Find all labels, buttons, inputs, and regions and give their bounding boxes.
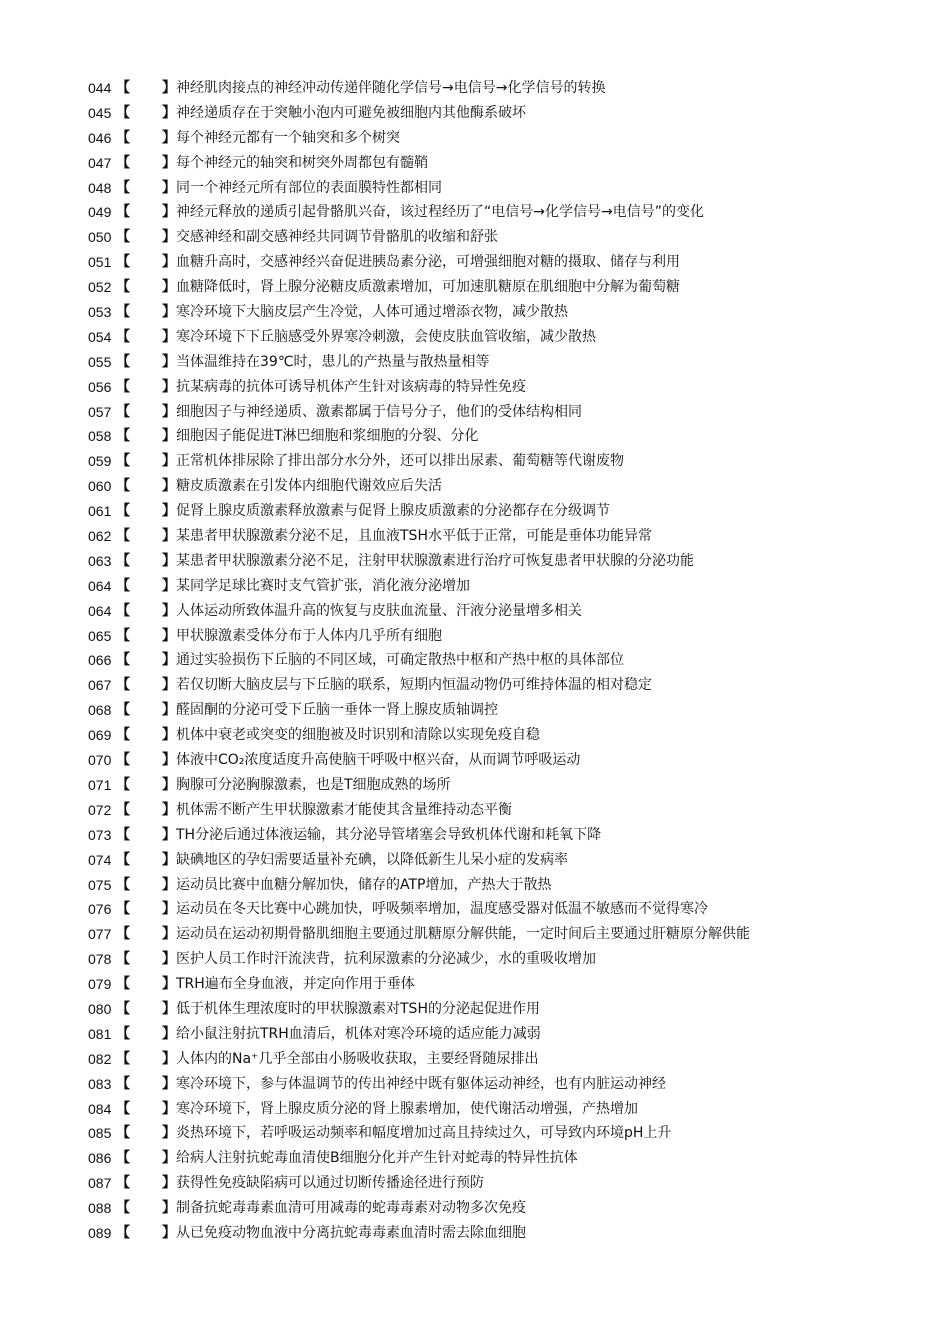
answer-bracket-close: 】 xyxy=(162,1175,176,1192)
answer-bracket-open: 【 xyxy=(116,179,130,196)
question-item xyxy=(88,325,908,350)
question-statement: 获得性免疫缺陷病可以通过切断传播途径进行预防 xyxy=(176,1175,484,1192)
question-number: 063 xyxy=(88,552,112,569)
question-item xyxy=(88,375,908,400)
question-statement: 细胞因子与神经递质、激素都属于信号分子，他们的受体结构相同 xyxy=(176,403,582,420)
question-statement: 同一个神经元所有部位的表面膜特性都相同 xyxy=(176,179,442,196)
question-statement: 制备抗蛇毒毒素血清可用减毒的蛇毒毒素对动物多次免疫 xyxy=(176,1200,526,1217)
question-number: 078 xyxy=(88,951,112,968)
question-statement: 机体需不断产生甲状腺激素才能使其含量维持动态平衡 xyxy=(176,801,512,818)
answer-bracket-close: 】 xyxy=(162,1000,176,1017)
answer-bracket-open: 【 xyxy=(116,279,130,296)
answer-bracket-open: 【 xyxy=(116,776,130,793)
answer-bracket-open: 【 xyxy=(116,801,130,818)
question-number: 053 xyxy=(88,304,112,321)
answer-bracket-close: 】 xyxy=(162,851,176,868)
answer-bracket-close: 】 xyxy=(162,528,176,545)
question-item xyxy=(88,225,908,250)
question-number: 051 xyxy=(88,254,112,271)
question-number: 045 xyxy=(88,104,112,121)
answer-bracket-open: 【 xyxy=(116,353,130,370)
question-number: 084 xyxy=(88,1100,112,1117)
answer-bracket-close: 】 xyxy=(162,378,176,395)
question-item xyxy=(88,897,908,922)
question-item xyxy=(88,1221,908,1246)
question-statement: 每个神经元都有一个轴突和多个树突 xyxy=(176,129,400,146)
answer-bracket-close: 】 xyxy=(162,453,176,470)
answer-bracket-open: 【 xyxy=(116,652,130,669)
question-statement: 寒冷环境下大脑皮层产生冷觉，人体可通过增添衣物，减少散热 xyxy=(176,304,568,321)
question-item xyxy=(88,972,908,997)
answer-bracket-close: 】 xyxy=(162,627,176,644)
question-item xyxy=(88,300,908,325)
question-item xyxy=(88,1072,908,1097)
question-item xyxy=(88,499,908,524)
answer-bracket-open: 【 xyxy=(116,528,130,545)
question-number: 088 xyxy=(88,1200,112,1217)
question-number: 055 xyxy=(88,353,112,370)
question-item xyxy=(88,698,908,723)
question-statement: 缺碘地区的孕妇需要适量补充碘，以降低新生儿呆小症的发病率 xyxy=(176,851,568,868)
question-number: 048 xyxy=(88,179,112,196)
question-statement: 每个神经元的轴突和树突外周都包有髓鞘 xyxy=(176,154,428,171)
question-item xyxy=(88,400,908,425)
answer-bracket-open: 【 xyxy=(116,727,130,744)
question-item xyxy=(88,1022,908,1047)
question-statement: 低于机体生理浓度时的甲状腺激素对TSH的分泌起促进作用 xyxy=(176,1000,540,1017)
answer-bracket-open: 【 xyxy=(116,1224,130,1241)
answer-bracket-close: 】 xyxy=(162,503,176,520)
answer-bracket-open: 【 xyxy=(116,951,130,968)
answer-bracket-close: 】 xyxy=(162,876,176,893)
question-item xyxy=(88,1121,908,1146)
question-item xyxy=(88,773,908,798)
answer-bracket-open: 【 xyxy=(116,976,130,993)
question-statement: 医护人员工作时汗流浃背，抗利尿激素的分泌减少，水的重吸收增加 xyxy=(176,951,596,968)
answer-bracket-open: 【 xyxy=(116,627,130,644)
answer-bracket-close: 】 xyxy=(162,129,176,146)
answer-bracket-close: 】 xyxy=(162,403,176,420)
question-item xyxy=(88,101,908,126)
question-number: 064 xyxy=(88,577,112,594)
question-item xyxy=(88,524,908,549)
answer-bracket-close: 】 xyxy=(162,1150,176,1167)
question-number: 076 xyxy=(88,901,112,918)
question-statement: 甲状腺激素受体分布于人体内几乎所有细胞 xyxy=(176,627,442,644)
answer-bracket-close: 】 xyxy=(162,279,176,296)
answer-bracket-open: 【 xyxy=(116,1175,130,1192)
question-item xyxy=(88,1146,908,1171)
answer-bracket-close: 】 xyxy=(162,801,176,818)
question-item xyxy=(88,1171,908,1196)
answer-bracket-close: 】 xyxy=(162,154,176,171)
answer-bracket-open: 【 xyxy=(116,403,130,420)
question-number: 046 xyxy=(88,129,112,146)
answer-bracket-open: 【 xyxy=(116,851,130,868)
question-item xyxy=(88,673,908,698)
answer-bracket-open: 【 xyxy=(116,453,130,470)
question-statement: 给小鼠注射抗TRH血清后，机体对寒冷环境的适应能力减弱 xyxy=(176,1025,541,1042)
answer-bracket-open: 【 xyxy=(116,1075,130,1092)
question-statement: 人体运动所致体温升高的恢复与皮肤血流量、汗液分泌量增多相关 xyxy=(176,602,582,619)
question-item xyxy=(88,1047,908,1072)
question-item xyxy=(88,76,908,101)
question-number: 086 xyxy=(88,1150,112,1167)
answer-bracket-open: 【 xyxy=(116,503,130,520)
question-item xyxy=(88,350,908,375)
question-statement: 交感神经和副交感神经共同调节骨骼肌的收缩和舒张 xyxy=(176,229,498,246)
question-statement: 抗某病毒的抗体可诱导机体产生针对该病毒的特异性免疫 xyxy=(176,378,526,395)
question-number: 066 xyxy=(88,652,112,669)
question-statement: 神经递质存在于突触小泡内可避免被细胞内其他酶系破坏 xyxy=(176,104,526,121)
answer-bracket-close: 】 xyxy=(162,204,176,221)
answer-bracket-open: 【 xyxy=(116,378,130,395)
answer-bracket-close: 】 xyxy=(162,727,176,744)
question-number: 070 xyxy=(88,752,112,769)
question-item xyxy=(88,200,908,225)
question-number: 072 xyxy=(88,801,112,818)
question-statement: 运动员比赛中血糖分解加快，储存的ATP增加，产热大于散热 xyxy=(176,876,552,893)
question-item xyxy=(88,922,908,947)
question-statement: 某患者甲状腺激素分泌不足，且血液TSH水平低于正常，可能是垂体功能异常 xyxy=(176,528,652,545)
true-false-question-list xyxy=(88,76,908,1246)
answer-bracket-open: 【 xyxy=(116,677,130,694)
question-statement: 当体温维持在39℃时，患儿的产热量与散热量相等 xyxy=(176,353,490,370)
answer-bracket-open: 【 xyxy=(116,478,130,495)
question-number: 077 xyxy=(88,926,112,943)
question-number: 060 xyxy=(88,478,112,495)
question-number: 050 xyxy=(88,229,112,246)
question-item xyxy=(88,947,908,972)
question-statement: 正常机体排尿除了排出部分水分外，还可以排出尿素、葡萄糖等代谢废物 xyxy=(176,453,624,470)
question-item xyxy=(88,798,908,823)
answer-bracket-close: 】 xyxy=(162,552,176,569)
question-item xyxy=(88,424,908,449)
question-statement: 机体中衰老或突变的细胞被及时识别和清除以实现免疫自稳 xyxy=(176,727,540,744)
answer-bracket-close: 】 xyxy=(162,752,176,769)
answer-bracket-open: 【 xyxy=(116,702,130,719)
question-statement: 寒冷环境下，肾上腺皮质分泌的肾上腺素增加，使代谢活动增强，产热增加 xyxy=(176,1100,638,1117)
answer-bracket-close: 】 xyxy=(162,229,176,246)
question-number: 049 xyxy=(88,204,112,221)
question-number: 052 xyxy=(88,279,112,296)
answer-bracket-close: 】 xyxy=(162,1224,176,1241)
answer-bracket-open: 【 xyxy=(116,129,130,146)
question-item xyxy=(88,549,908,574)
question-number: 075 xyxy=(88,876,112,893)
answer-bracket-open: 【 xyxy=(116,876,130,893)
answer-bracket-open: 【 xyxy=(116,428,130,445)
answer-bracket-open: 【 xyxy=(116,1000,130,1017)
question-statement: 运动员在运动初期骨骼肌细胞主要通过肌糖原分解供能，一定时间后主要通过肝糖原分解供能 xyxy=(176,926,750,943)
answer-bracket-close: 】 xyxy=(162,1025,176,1042)
question-statement: 从已免疫动物血液中分离抗蛇毒毒素血清时需去除血细胞 xyxy=(176,1224,526,1241)
question-number: 047 xyxy=(88,154,112,171)
question-item xyxy=(88,1097,908,1122)
answer-bracket-close: 】 xyxy=(162,428,176,445)
question-number: 064 xyxy=(88,602,112,619)
question-statement: 若仅切断大脑皮层与下丘脑的联系，短期内恒温动物仍可维持体温的相对稳定 xyxy=(176,677,652,694)
answer-bracket-close: 】 xyxy=(162,677,176,694)
question-item xyxy=(88,823,908,848)
answer-bracket-close: 】 xyxy=(162,926,176,943)
answer-bracket-close: 】 xyxy=(162,80,176,96)
question-item xyxy=(88,1196,908,1221)
question-number: 061 xyxy=(88,503,112,520)
question-statement: TRH遍布全身血液，并定向作用于垂体 xyxy=(176,976,415,993)
question-statement: 通过实验损伤下丘脑的不同区域，可确定散热中枢和产热中枢的具体部位 xyxy=(176,652,624,669)
answer-bracket-close: 】 xyxy=(162,901,176,918)
answer-bracket-close: 】 xyxy=(162,577,176,594)
question-item xyxy=(88,873,908,898)
question-item xyxy=(88,848,908,873)
answer-bracket-open: 【 xyxy=(116,104,130,121)
question-statement: 寒冷环境下，参与体温调节的传出神经中既有躯体运动神经，也有内脏运动神经 xyxy=(176,1075,666,1092)
question-statement: 某同学足球比赛时支气管扩张，消化液分泌增加 xyxy=(176,577,470,594)
answer-bracket-open: 【 xyxy=(116,577,130,594)
question-number: 059 xyxy=(88,453,112,470)
answer-bracket-open: 【 xyxy=(116,1200,130,1217)
answer-bracket-open: 【 xyxy=(116,304,130,321)
answer-bracket-close: 】 xyxy=(162,776,176,793)
question-item xyxy=(88,599,908,624)
answer-bracket-close: 】 xyxy=(162,602,176,619)
question-statement: 给病人注射抗蛇毒血清使B细胞分化并产生针对蛇毒的特异性抗体 xyxy=(176,1150,578,1167)
question-statement: 某患者甲状腺激素分泌不足，注射甲状腺激素进行治疗可恢复患者甲状腺的分泌功能 xyxy=(176,552,694,569)
question-number: 044 xyxy=(88,80,112,96)
question-number: 087 xyxy=(88,1175,112,1192)
question-number: 056 xyxy=(88,378,112,395)
answer-bracket-close: 】 xyxy=(162,254,176,271)
question-item xyxy=(88,474,908,499)
question-number: 057 xyxy=(88,403,112,420)
question-item xyxy=(88,449,908,474)
answer-bracket-close: 】 xyxy=(162,328,176,345)
answer-bracket-open: 【 xyxy=(116,1050,130,1067)
answer-bracket-open: 【 xyxy=(116,204,130,221)
answer-bracket-close: 】 xyxy=(162,1125,176,1142)
question-number: 081 xyxy=(88,1025,112,1042)
answer-bracket-open: 【 xyxy=(116,254,130,271)
question-statement: 血糖降低时，肾上腺分泌糖皮质激素增加，可加速肌糖原在肌细胞中分解为葡萄糖 xyxy=(176,279,680,296)
question-number: 080 xyxy=(88,1000,112,1017)
question-statement: 胸腺可分泌胸腺激素，也是T细胞成熟的场所 xyxy=(176,776,451,793)
answer-bracket-close: 】 xyxy=(162,1075,176,1092)
question-item xyxy=(88,151,908,176)
answer-bracket-open: 【 xyxy=(116,80,130,96)
question-statement: 人体内的Na⁺几乎全部由小肠吸收获取，主要经肾随尿排出 xyxy=(176,1050,539,1067)
question-number: 065 xyxy=(88,627,112,644)
answer-bracket-open: 【 xyxy=(116,926,130,943)
answer-bracket-open: 【 xyxy=(116,328,130,345)
question-number: 067 xyxy=(88,677,112,694)
question-number: 082 xyxy=(88,1050,112,1067)
answer-bracket-close: 】 xyxy=(162,1200,176,1217)
answer-bracket-close: 】 xyxy=(162,179,176,196)
question-number: 071 xyxy=(88,776,112,793)
answer-bracket-open: 【 xyxy=(116,1125,130,1142)
question-number: 085 xyxy=(88,1125,112,1142)
answer-bracket-open: 【 xyxy=(116,1025,130,1042)
question-statement: 糖皮质激素在引发体内细胞代谢效应后失活 xyxy=(176,478,442,495)
question-statement: 促肾上腺皮质激素释放激素与促肾上腺皮质激素的分泌都存在分级调节 xyxy=(176,503,610,520)
question-number: 089 xyxy=(88,1224,112,1241)
answer-bracket-close: 】 xyxy=(162,702,176,719)
answer-bracket-open: 【 xyxy=(116,901,130,918)
question-statement: TH分泌后通过体液运输，其分泌导管堵塞会导致机体代谢和耗氧下降 xyxy=(176,826,602,843)
answer-bracket-close: 】 xyxy=(162,976,176,993)
question-number: 074 xyxy=(88,851,112,868)
question-number: 058 xyxy=(88,428,112,445)
question-statement: 炎热环境下，若呼吸运动频率和幅度增加过高且持续过久，可导致内环境pH上升 xyxy=(176,1125,672,1142)
answer-bracket-close: 】 xyxy=(162,304,176,321)
question-statement: 细胞因子能促进T淋巴细胞和浆细胞的分裂、分化 xyxy=(176,428,479,445)
answer-bracket-close: 】 xyxy=(162,478,176,495)
question-item xyxy=(88,275,908,300)
question-item xyxy=(88,250,908,275)
answer-bracket-close: 】 xyxy=(162,826,176,843)
question-number: 062 xyxy=(88,528,112,545)
question-statement: 醛固酮的分泌可受下丘脑一垂体一肾上腺皮质轴调控 xyxy=(176,702,498,719)
question-statement: 血糖升高时，交感神经兴奋促进胰岛素分泌，可增强细胞对糖的摄取、储存与利用 xyxy=(176,254,680,271)
question-item xyxy=(88,176,908,201)
question-number: 083 xyxy=(88,1075,112,1092)
question-item xyxy=(88,574,908,599)
answer-bracket-close: 】 xyxy=(162,1100,176,1117)
question-statement: 神经肌肉接点的神经冲动传递伴随化学信号→电信号→化学信号的转换 xyxy=(176,80,606,96)
answer-bracket-open: 【 xyxy=(116,826,130,843)
question-statement: 运动员在冬天比赛中心跳加快，呼吸频率增加，温度感受器对低温不敏感而不觉得寒冷 xyxy=(176,901,708,918)
answer-bracket-close: 】 xyxy=(162,104,176,121)
question-number: 068 xyxy=(88,702,112,719)
question-statement: 体液中CO₂浓度适度升高使脑干呼吸中枢兴奋，从而调节呼吸运动 xyxy=(176,752,581,769)
question-item xyxy=(88,723,908,748)
question-item xyxy=(88,126,908,151)
question-statement: 寒冷环境下下丘脑感受外界寒冷刺激，会使皮肤血管收缩，减少散热 xyxy=(176,328,596,345)
answer-bracket-open: 【 xyxy=(116,1150,130,1167)
answer-bracket-close: 】 xyxy=(162,353,176,370)
question-item xyxy=(88,624,908,649)
answer-bracket-open: 【 xyxy=(116,552,130,569)
question-number: 079 xyxy=(88,976,112,993)
answer-bracket-close: 】 xyxy=(162,1050,176,1067)
question-number: 073 xyxy=(88,826,112,843)
answer-bracket-open: 【 xyxy=(116,752,130,769)
answer-bracket-open: 【 xyxy=(116,602,130,619)
answer-bracket-open: 【 xyxy=(116,154,130,171)
answer-bracket-close: 】 xyxy=(162,951,176,968)
question-number: 069 xyxy=(88,727,112,744)
question-statement: 神经元释放的递质引起骨骼肌兴奋，该过程经历了“电信号→化学信号→电信号”的变化 xyxy=(176,204,704,221)
question-item xyxy=(88,648,908,673)
question-item xyxy=(88,748,908,773)
answer-bracket-open: 【 xyxy=(116,229,130,246)
question-item xyxy=(88,997,908,1022)
answer-bracket-open: 【 xyxy=(116,1100,130,1117)
answer-bracket-close: 】 xyxy=(162,652,176,669)
question-number: 054 xyxy=(88,328,112,345)
